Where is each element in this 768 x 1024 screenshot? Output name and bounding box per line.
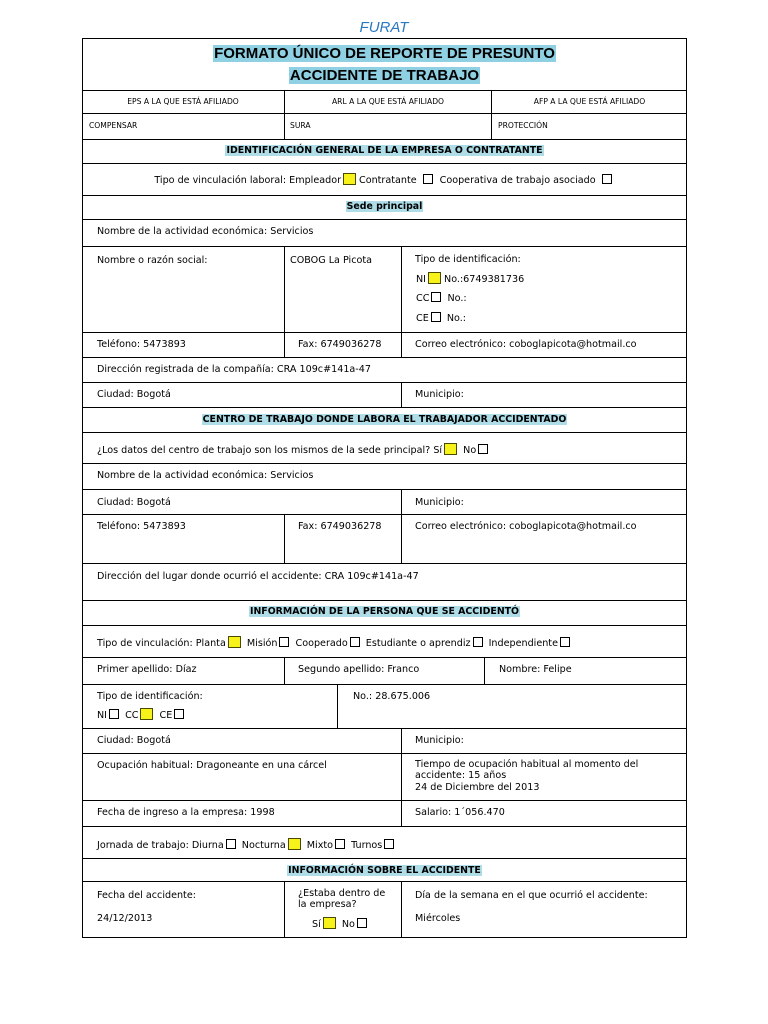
person-cc-label: CC (125, 710, 139, 721)
divider (82, 489, 687, 490)
divider (82, 800, 687, 801)
column-divider (401, 489, 402, 563)
diurna-label: Jornada de trabajo: Diurna (97, 840, 224, 851)
turnos-checkbox[interactable] (384, 839, 394, 849)
divider (82, 407, 687, 408)
inside-no-label: No (341, 919, 355, 930)
divider (82, 382, 687, 383)
link-type-label: Tipo de vinculación laboral: Empleador (154, 175, 342, 186)
ce-checkbox[interactable] (431, 312, 441, 322)
divider (82, 332, 687, 333)
sede-principal-title: Sede principal (346, 201, 423, 212)
person-ni-label: NI (97, 710, 108, 721)
divider (82, 657, 687, 658)
person-municipality: Municipio: (415, 735, 464, 746)
column-divider (284, 881, 285, 938)
divider (82, 113, 687, 114)
person-ni-checkbox[interactable] (109, 709, 119, 719)
company-id-cc-row (416, 292, 467, 305)
divider (82, 881, 687, 882)
company-email: Correo electrónico: coboglapicota@hotmail.co (415, 339, 637, 350)
divider (82, 684, 687, 685)
turnos-label: Turnos (351, 840, 383, 851)
same-question: ¿Los datos del centro de trabajo son los mismos de la sede principal? Sí (97, 445, 443, 456)
divider (82, 463, 687, 464)
shift-row (97, 838, 397, 852)
empleador-checkbox[interactable] (343, 173, 356, 185)
afp-label: AFP A LA QUE ESTÁ AFILIADO (533, 97, 646, 106)
inside-si-label: Sí (312, 919, 321, 930)
divider (82, 826, 687, 827)
workplace-phone: Teléfono: 5473893 (97, 521, 186, 532)
ce-number: No.: (446, 313, 466, 324)
workplace-same-row (97, 443, 491, 457)
estudiante-checkbox[interactable] (473, 637, 483, 647)
form-title-line1: FORMATO ÚNICO DE REPORTE DE PRESUNTO (214, 45, 555, 62)
person-section-title: INFORMACIÓN DE LA PERSONA QUE SE ACCIDENTÓ (249, 606, 520, 617)
workplace-municipality: Municipio: (415, 497, 464, 508)
mixto-checkbox[interactable] (335, 839, 345, 849)
person-id-type-row (97, 708, 187, 722)
company-id-type-label: Tipo de identificación: (415, 254, 521, 265)
accident-date-label: Fecha del accidente: (97, 890, 196, 901)
company-id-ni-row (416, 272, 524, 286)
workplace-city: Ciudad: Bogotá (97, 497, 171, 508)
company-phone: Teléfono: 5473893 (97, 339, 186, 350)
divider (82, 90, 687, 91)
person-occupation: Ocupación habitual: Dragoneante en una cárcel (97, 760, 327, 771)
person-cc-checkbox[interactable] (140, 708, 153, 720)
divider (82, 432, 687, 433)
eps-value: COMPENSAR (89, 121, 138, 130)
first-name: Nombre: Felipe (499, 664, 572, 675)
nocturna-label: Nocturna (241, 840, 286, 851)
person-city: Ciudad: Bogotá (97, 735, 171, 746)
divider (82, 858, 687, 859)
workplace-fax: Fax: 6749036278 (298, 521, 382, 532)
company-name-label: Nombre o razón social: (97, 255, 208, 266)
same-si-checkbox[interactable] (444, 443, 457, 455)
nocturna-checkbox[interactable] (288, 838, 301, 850)
column-divider (401, 382, 402, 407)
weekday-value: Miércoles (415, 913, 461, 924)
column-divider (337, 684, 338, 728)
cooperativa-checkbox[interactable] (602, 174, 612, 184)
divider (82, 246, 687, 247)
ce-label: CE (416, 313, 429, 324)
arl-label: ARL A LA QUE ESTÁ AFILIADO (331, 97, 445, 106)
second-surname: Segundo apellido: Franco (298, 664, 420, 675)
accident-date-value: 24/12/2013 (97, 913, 153, 924)
person-ce-checkbox[interactable] (174, 709, 184, 719)
cooperativa-label: Cooperativa de trabajo asociado (439, 175, 596, 186)
column-divider (401, 246, 402, 357)
ni-label: NI (416, 274, 427, 285)
column-divider (284, 657, 285, 684)
cc-number: No.: (447, 293, 467, 304)
divider (82, 753, 687, 754)
divider (82, 600, 687, 601)
hire-date: Fecha de ingreso a la empresa: 1998 (97, 807, 275, 818)
workplace-email: Correo electrónico: coboglapicota@hotmail.co (415, 521, 637, 532)
column-divider (401, 881, 402, 938)
company-link-type-row (82, 173, 687, 187)
occupation-time-line2: accidente: 15 años (415, 770, 507, 781)
salary: Salario: 1´056.470 (415, 807, 505, 818)
contratante-checkbox[interactable] (423, 174, 433, 184)
ni-checkbox[interactable] (428, 272, 441, 284)
form-title-line2: ACCIDENTE DE TRABAJO (289, 67, 480, 84)
cc-label: CC (416, 293, 430, 304)
divider (82, 139, 687, 140)
divider (82, 514, 687, 515)
independiente-label: Independiente (488, 638, 558, 649)
accident-address: Dirección del lugar donde ocurrió el accidente: CRA 109c#141a-47 (97, 571, 419, 582)
afp-value: PROTECCIÓN (498, 121, 548, 130)
ni-number: No.:6749381736 (444, 274, 525, 285)
contratante-label: Contratante (359, 175, 417, 186)
arl-value: SURA (290, 121, 311, 130)
company-id-ce-row (416, 312, 466, 325)
first-surname: Primer apellido: Díaz (97, 664, 197, 675)
person-id-type-label: Tipo de identificación: (97, 691, 203, 702)
estudiante-label: Estudiante o aprendiz (365, 638, 471, 649)
person-id-number: No.: 28.675.006 (353, 691, 431, 702)
column-divider (284, 514, 285, 563)
planta-label: Tipo de vinculación: Planta (97, 638, 226, 649)
company-activity: Nombre de la actividad económica: Servicios (97, 226, 314, 237)
occupation-time-line3: 24 de Diciembre del 2013 (415, 782, 540, 793)
accident-section-title: INFORMACIÓN SOBRE EL ACCIDENTE (288, 865, 481, 876)
inside-si-checkbox[interactable] (323, 917, 336, 929)
column-divider (484, 657, 485, 684)
divider (82, 219, 687, 220)
inside-options-row (312, 917, 370, 931)
inside-no-checkbox[interactable] (357, 918, 367, 928)
inside-question-line2: la empresa? (298, 899, 357, 910)
divider (82, 357, 687, 358)
inside-question-line1: ¿Estaba dentro de (298, 888, 386, 899)
column-divider (401, 728, 402, 826)
same-no-checkbox[interactable] (478, 444, 488, 454)
eps-label: EPS A LA QUE ESTÁ AFILIADO (127, 97, 239, 106)
diurna-checkbox[interactable] (226, 839, 236, 849)
weekday-label: Día de la semana en el que ocurrió el accidente: (415, 890, 648, 901)
furat-heading: FURAT (359, 19, 409, 36)
person-ce-label: CE (159, 710, 173, 721)
mision-label: Misión (246, 638, 278, 649)
planta-checkbox[interactable] (228, 636, 241, 648)
mision-checkbox[interactable] (279, 637, 289, 647)
company-municipality: Municipio: (415, 389, 464, 400)
divider (82, 195, 687, 196)
divider (82, 163, 687, 164)
workplace-activity: Nombre de la actividad económica: Servicios (97, 470, 314, 481)
company-section-title: IDENTIFICACIÓN GENERAL DE LA EMPRESA O CONTRATANTE (226, 145, 543, 156)
mixto-label: Mixto (306, 840, 334, 851)
occupation-time-line1: Tiempo de ocupación habitual al momento del (415, 759, 639, 770)
company-city: Ciudad: Bogotá (97, 389, 171, 400)
company-address: Dirección registrada de la compañía: CRA 109c#141a-47 (97, 364, 371, 375)
divider (82, 625, 687, 626)
workplace-section-title: CENTRO DE TRABAJO DONDE LABORA EL TRABAJADOR ACCIDENTADO (202, 414, 567, 425)
cooperado-label: Cooperado (295, 638, 348, 649)
divider (82, 563, 687, 564)
cooperado-checkbox[interactable] (350, 637, 360, 647)
divider (82, 728, 687, 729)
company-name-value: COBOG La Picota (290, 255, 372, 266)
same-no-label: No (463, 445, 477, 456)
cc-checkbox[interactable] (431, 292, 441, 302)
column-divider (284, 246, 285, 357)
company-fax: Fax: 6749036278 (298, 339, 382, 350)
independiente-checkbox[interactable] (560, 637, 570, 647)
person-link-row (97, 636, 573, 650)
